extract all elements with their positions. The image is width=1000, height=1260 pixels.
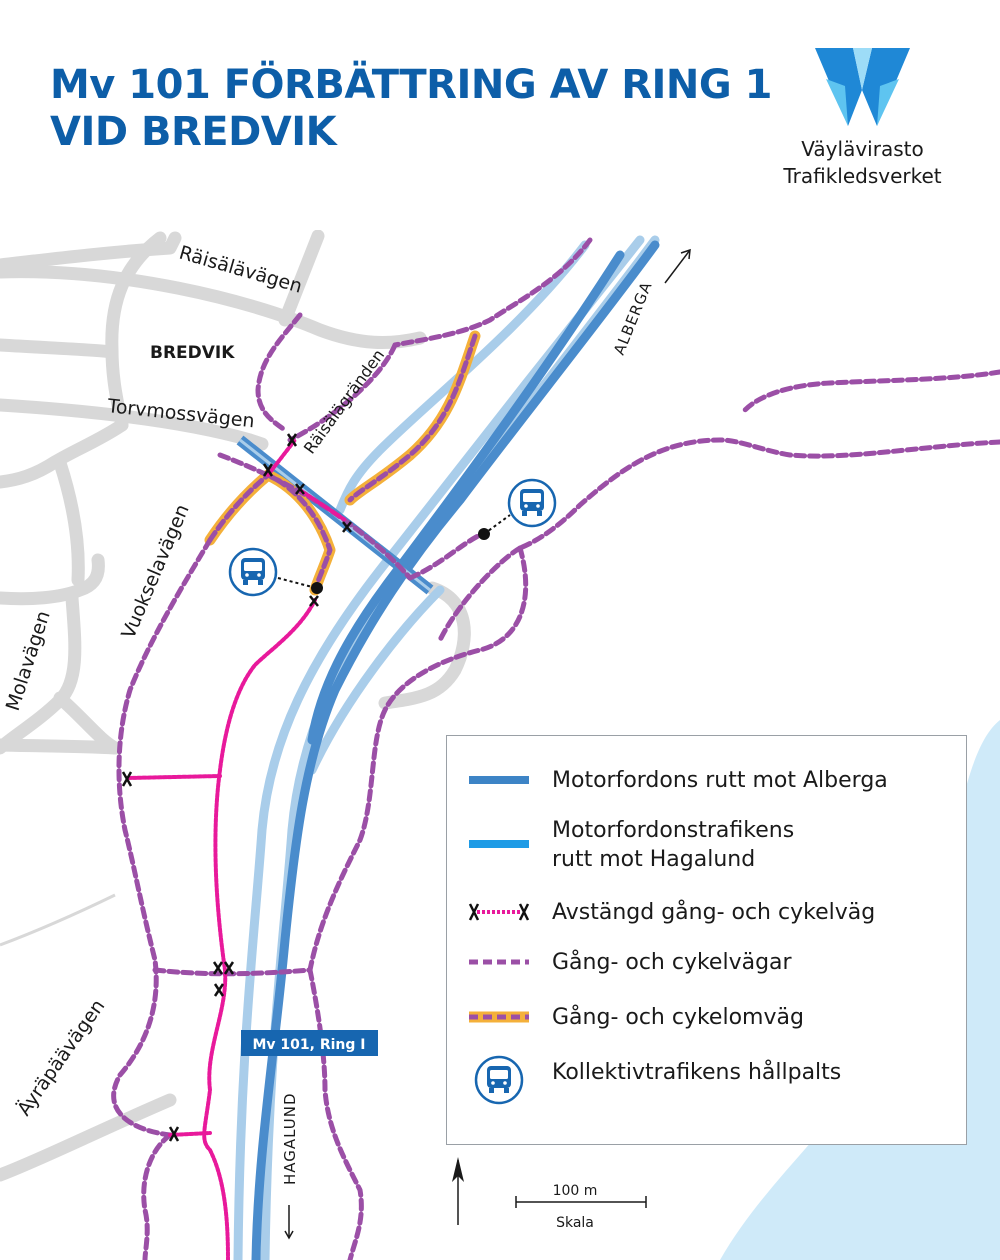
route-hagalund-line	[467, 826, 531, 866]
north-arrow-icon	[452, 1157, 464, 1225]
scale-label: Skala	[556, 1215, 594, 1231]
label-raisalavagen: Räisälävägen	[176, 241, 305, 298]
scale-distance: 100 m	[552, 1183, 598, 1199]
agency-logo	[770, 46, 955, 190]
route-alberga-line	[467, 764, 531, 804]
scale-bar	[516, 1183, 646, 1231]
minor-street	[0, 895, 115, 945]
road-badge	[241, 1030, 378, 1056]
label-alberga: ALBERGA	[610, 278, 656, 358]
label-molavagen: Molavägen	[1, 608, 55, 714]
label-vuokselavagen: Vuokselavägen	[117, 501, 194, 642]
legend-label-detour: Gång- och cykelomväg	[552, 1005, 804, 1030]
label-bredvik: BREDVIK	[150, 343, 235, 363]
label-hagalund: HAGALUND	[281, 1092, 299, 1185]
detour-path-icon	[467, 1001, 531, 1041]
label-torvmossvagen: Torvmossvägen	[106, 395, 256, 433]
bus-stop-west[interactable]	[230, 549, 323, 595]
title-line-2: VID BREDVIK	[50, 109, 337, 155]
vaylavirasto-logo-icon	[815, 46, 910, 126]
title-line-1: Mv 101 FÖRBÄTTRING AV RING 1	[50, 62, 772, 108]
logo-name-sv: Trafikledsverket	[783, 164, 942, 188]
logo-name-fi: Väylävirasto	[801, 137, 924, 161]
legend-label-hagalund-1: Motorfordonstrafikens	[552, 818, 795, 843]
path-icon	[467, 946, 531, 986]
closed-path-icon	[467, 896, 531, 936]
bus-stop-east[interactable]	[478, 480, 555, 540]
legend-label-bus: Kollektivtrafikens hållpalts	[552, 1060, 842, 1085]
bus-stop-icon	[467, 1048, 531, 1112]
legend-label-alberga: Motorfordons rutt mot Alberga	[552, 768, 888, 793]
label-ayrapaavagen: Äyräpäävägen	[13, 995, 110, 1120]
road-badge-label: Mv 101, Ring I	[252, 1037, 366, 1053]
page-title	[50, 62, 772, 156]
legend-label-paths: Gång- och cykelvägar	[552, 950, 792, 975]
legend-label-hagalund-2: rutt mot Hagalund	[552, 847, 756, 872]
label-raisalagranden: Räisälägränden	[299, 345, 389, 458]
map-legend	[446, 735, 967, 1145]
legend-label-closed: Avstängd gång- och cykelväg	[552, 900, 876, 925]
